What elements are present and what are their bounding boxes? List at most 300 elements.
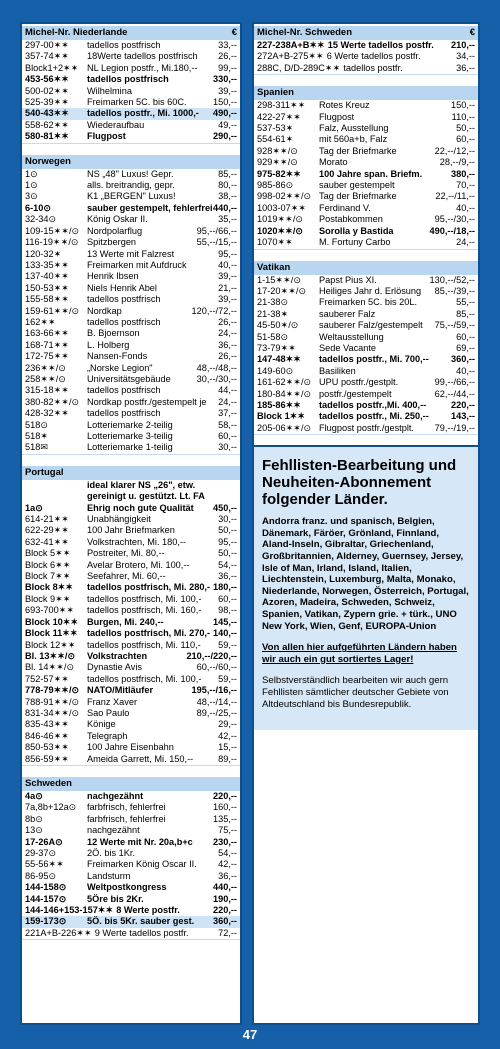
item-description: 100 Jahre Eisenbahn [87, 742, 174, 753]
section-vatikan [254, 261, 478, 436]
item-price: 99,-- [218, 62, 237, 73]
listing-row [22, 617, 240, 628]
item-price: 55,-- [456, 297, 475, 308]
info-countries: Andorra franz. und spanisch, Belgien, Dänemark, Färöer, Grönland, Finnland, Aland-Inseln, Gibraltar, Griechenland, Großbritannien, Alderney, Guernsey, Jersey, Isle of Man, Irland, Island, Italien, Liechtenstein, Luxemburg, Malta, Monako, Niederlande, Norwegen, Österreich, Portugal, Azoren, Madeira, Schweden, Schweiz, Spanien, Vatikan, Zypern grie. + türk., UNO New York, Wien, Genf, EUROPA-Union [262, 516, 469, 632]
listing-row [22, 283, 240, 294]
item-price: 40,-- [218, 259, 237, 270]
item-price: 75,--/59,-- [434, 320, 475, 331]
item-description: tadellos postfr., Mi. 250,-- [319, 411, 429, 422]
item-description: Sorolla y Bastida [319, 225, 394, 236]
item-description: 5Öre bis 2Kr. [87, 893, 144, 904]
listing-row [22, 928, 240, 939]
item-description: Postreiter, Mi. 80,-- [87, 548, 165, 559]
listing-row [22, 260, 240, 271]
item-number: Block 6✶✶ [25, 559, 71, 570]
item-price: 24,-- [218, 396, 237, 407]
item-description: tadellos postfrisch, Mi. 100,- [87, 673, 202, 684]
listing-row [22, 802, 240, 813]
listing-row [22, 131, 240, 142]
item-number: Block 8✶✶ [25, 582, 74, 593]
item-description: alls. breitrandig, gepr. [87, 180, 175, 191]
item-number: 133-35✶✶ [25, 259, 70, 270]
item-price: 30,-- [218, 442, 237, 453]
item-description: tadellos postfrisch, Mi. 270,- [87, 628, 211, 639]
section-header [22, 26, 240, 40]
item-description: tadellos postfr. [343, 62, 403, 73]
item-price: 99,--/66,-- [434, 377, 475, 388]
item-price: 39,-- [218, 294, 237, 305]
item-price: 440,-- [212, 882, 237, 893]
item-price: 21,-- [218, 282, 237, 293]
section-gap [22, 144, 240, 153]
listing-row [254, 400, 478, 411]
left-column [20, 22, 242, 1025]
item-number: 32-34⊙ [25, 214, 57, 225]
item-price: 70,-- [456, 180, 475, 191]
item-price: 360,-- [450, 354, 475, 365]
item-price: 55,--/15,-- [196, 237, 237, 248]
item-price: 85,-- [218, 168, 237, 179]
item-description: Tag der Briefmarke [319, 191, 397, 202]
listing-row [22, 685, 240, 696]
item-price: 135,-- [212, 813, 237, 824]
item-number: 162✶✶ [25, 316, 56, 327]
item-description: Flugpost [319, 111, 355, 122]
listing-row [254, 214, 478, 225]
item-description: Weltausstellung [319, 331, 384, 342]
item-number: 144-146+153-157✶✶ [25, 905, 114, 916]
section-header [254, 261, 478, 275]
item-number: 149-60⊙ [257, 365, 294, 376]
item-description: Freimarken mit Aufdruck [87, 259, 187, 270]
item-number: 453-56✶✶ [25, 74, 70, 85]
item-number: Block 1✶✶ [257, 411, 306, 422]
item-description: Niels Henrik Abel [87, 282, 157, 293]
item-price: 54,-- [218, 848, 237, 858]
item-description: farbfrisch, fehlerfrei [87, 813, 166, 824]
currency-label: € [231, 27, 237, 38]
item-price: 450,-- [212, 502, 237, 513]
item-price: 440,-- [212, 202, 237, 213]
listing-row [22, 51, 240, 62]
item-description: 13 Werte mit Falzrest [87, 248, 175, 259]
item-number: 856-59✶✶ [25, 753, 70, 764]
listing-row [22, 306, 240, 317]
item-number: 185-86✶✶ [257, 399, 302, 410]
item-price: 490,--/18,-- [429, 225, 475, 236]
item-number: 788-91✶✶/⊙ [25, 696, 80, 707]
listing-row [254, 123, 478, 134]
item-number: 55-56✶✶ [25, 859, 64, 870]
item-number: 518⊙ [25, 419, 49, 430]
item-description: nachgezähnt [87, 825, 140, 836]
item-number: 422-27✶✶ [257, 111, 302, 122]
item-description: Lotteriemarke 2-teilig [87, 419, 173, 430]
item-number: 8b⊙ [25, 813, 43, 824]
item-description: Nordkap [87, 305, 122, 316]
item-number: 580-81✶✶ [25, 131, 70, 142]
item-description: Nansen-Fonds [87, 351, 148, 362]
item-description: tadellos postfrisch [87, 40, 161, 50]
listing-row [254, 180, 478, 191]
info-box [254, 445, 478, 730]
listing-row [22, 374, 240, 385]
listing-row [22, 708, 240, 719]
item-description: Volkstrachten, Mi. 180,-- [87, 536, 187, 547]
listing-row [254, 191, 478, 202]
item-description: NATO/Mitläufer [87, 685, 154, 696]
item-price: 42,-- [218, 859, 237, 870]
item-description: Flugpost postfr./gestplt. [319, 422, 414, 433]
item-price: 380,-- [450, 168, 475, 179]
item-description: nachgezähnt [87, 790, 144, 801]
item-price: 50,-- [456, 123, 475, 134]
section-title: Norwegen [25, 155, 71, 167]
listing-row [22, 825, 240, 836]
item-number: 3⊙ [25, 191, 38, 202]
item-description: Wilhelmina [87, 85, 132, 96]
listing-row [22, 420, 240, 431]
item-number: 120-32✶ [25, 248, 62, 259]
item-price: 290,-- [212, 131, 237, 142]
item-description: 9 Werte tadellos postfr. [94, 927, 189, 938]
item-price: 150,-- [212, 97, 237, 108]
listing-row [22, 214, 240, 225]
item-description: sauberer Falz/gestempelt [319, 320, 423, 331]
item-price: 95,-- [218, 536, 237, 547]
item-description: tadellos postfrisch [87, 294, 161, 305]
item-price: 180,-- [212, 582, 237, 593]
listing-row [254, 343, 478, 354]
item-price: 34,-- [456, 51, 475, 62]
item-number: 315-18✶✶ [25, 385, 70, 396]
item-number: 500-02✶✶ [25, 85, 70, 96]
item-price: 60,-- [218, 593, 237, 604]
section-spanien [254, 86, 478, 249]
item-description: 5Ö. bis 5Kr. sauber gest. [87, 916, 195, 927]
item-number: 975-82✶✶ [257, 168, 302, 179]
item-number: 13⊙ [25, 825, 43, 836]
item-price: 39,-- [218, 271, 237, 282]
listing-row [254, 40, 478, 51]
listing-row [22, 742, 240, 753]
listing-row [22, 905, 240, 916]
listing-row [254, 297, 478, 308]
item-price: 36,-- [218, 571, 237, 582]
listing-row [22, 86, 240, 97]
listing-row [22, 894, 240, 905]
item-number: 161-62✶✶/⊙ [257, 377, 312, 388]
item-number: 850-53✶✶ [25, 742, 70, 753]
listing-row [22, 537, 240, 548]
item-number: 297-00✶✶ [25, 40, 70, 50]
item-number: 846-46✶✶ [25, 730, 70, 741]
listing-row [22, 108, 240, 119]
item-description: Lotteriemarke 3-teilig [87, 431, 173, 441]
item-number: 928✶✶/⊙ [257, 145, 298, 156]
item-description: Könige [87, 719, 116, 730]
item-number: 51-58⊙ [257, 331, 289, 342]
item-description: tadellos postfrisch [87, 74, 169, 85]
item-price: 330,-- [212, 74, 237, 85]
section-header [22, 777, 240, 791]
listing-row [254, 332, 478, 343]
listing-row [22, 674, 240, 685]
listing-row [22, 63, 240, 74]
item-number: 17-20✶✶/⊙ [257, 285, 307, 296]
item-price: 190,-- [212, 893, 237, 904]
listing-row [22, 294, 240, 305]
item-price: 35,-- [218, 214, 237, 225]
listing-row [22, 249, 240, 260]
item-description: 6 Werte tadellos postfr. [326, 51, 421, 62]
item-number: 168-71✶✶ [25, 339, 70, 350]
item-number: 1020✶✶/⊙ [257, 225, 304, 236]
listing-row [22, 97, 240, 108]
listing-row [22, 226, 240, 237]
item-number: 272A+B-275✶✶ [257, 51, 324, 62]
listing-row [22, 191, 240, 202]
listing-row [254, 389, 478, 400]
item-number: 163-66✶✶ [25, 328, 70, 339]
item-description: tadellos postfrisch, Mi. 280,- [87, 582, 211, 593]
item-number: 1⊙ [25, 168, 38, 179]
item-price: 24,-- [456, 237, 475, 248]
item-price: 40,-- [456, 365, 475, 376]
item-price: 30,--/30,-- [196, 373, 237, 384]
item-price: 85,--/39,-- [434, 285, 475, 296]
item-number: 144-158⊙ [25, 882, 67, 893]
item-price: 95,--/30,-- [434, 214, 475, 225]
item-number: 540-43✶✶ [25, 108, 70, 119]
info-footer: Selbstverständlich bearbeiten wir auch gern Fehllisten sämtlicher deutscher Gebiete von Altdeutschland bis Bundesrepublik. [262, 675, 449, 710]
item-description: sauberer Falz [319, 308, 376, 319]
item-description: tadellos postfrisch, Mi. 160,- [87, 605, 202, 616]
listing-row [22, 582, 240, 593]
item-description: UPU postfr./gestplt. [319, 377, 399, 388]
item-price: 62,--/44,-- [434, 388, 475, 399]
item-price: 60,-- [218, 431, 237, 441]
item-price: 143,-- [450, 411, 475, 422]
section-title: Vatikan [257, 261, 291, 273]
item-price: 60,-- [456, 331, 475, 342]
item-price: 36,-- [456, 62, 475, 73]
page-number: 47 [242, 1027, 258, 1042]
item-price: 95,--/66,-- [196, 225, 237, 236]
listing-row [22, 882, 240, 893]
item-price: 36,-- [218, 339, 237, 350]
listing-row [22, 814, 240, 825]
listing-row [22, 628, 240, 639]
item-price: 33,-- [218, 40, 237, 50]
item-description: L. Holberg [87, 339, 130, 350]
item-number: 357-74✶✶ [25, 51, 70, 62]
item-price: 50,-- [218, 548, 237, 559]
item-price: 120,--/72,-- [191, 305, 237, 316]
listing-row [22, 237, 240, 248]
item-number: 155-58✶✶ [25, 294, 70, 305]
listing-row [254, 112, 478, 123]
listing-row [254, 286, 478, 297]
item-price: 50,-- [218, 525, 237, 536]
item-price: 89,-- [218, 753, 237, 764]
item-number: 150-53✶✶ [25, 282, 70, 293]
item-price: 26,-- [218, 351, 237, 362]
item-price: 220,-- [450, 399, 475, 410]
item-number: 622-29✶✶ [25, 525, 70, 536]
item-price: 60,--/60,-- [196, 662, 237, 673]
item-price: 28,--/9,-- [439, 157, 475, 168]
item-number: 929✶✶/⊙ [257, 157, 298, 168]
item-number: 518✉ [25, 442, 49, 453]
section-norwegen [22, 155, 240, 455]
listing-row [22, 317, 240, 328]
item-number: 1070✶✶ [257, 237, 293, 248]
item-description: Wiederaufbau [87, 119, 145, 130]
item-description: 12 Werte mit Nr. 20a,b+c [87, 836, 193, 847]
item-number: Block 5✶✶ [25, 548, 71, 559]
item-price: 26,-- [218, 316, 237, 327]
item-description: sauber gestempelt, fehlerfrei [87, 202, 213, 213]
listing-row [22, 560, 240, 571]
item-price: 58,-- [218, 419, 237, 430]
item-number: Block 12✶✶ [25, 639, 76, 650]
section-michel-nr-niederlande [22, 26, 240, 144]
listing-row [254, 366, 478, 377]
item-number: 137-40✶✶ [25, 271, 70, 282]
item-number: Block 10✶✶ [25, 616, 79, 627]
item-price: 80,-- [218, 180, 237, 191]
item-description: postfr./gestempelt [319, 388, 392, 399]
item-price: 15,-- [218, 742, 237, 753]
item-number: 6-10⊙ [25, 202, 52, 213]
listing-row [22, 859, 240, 870]
item-price: 75,-- [218, 825, 237, 836]
item-price: 110,-- [451, 111, 475, 122]
item-number: 558-62✶✶ [25, 119, 70, 130]
listing-row [22, 120, 240, 131]
item-description: Heiliges Jahr d. Erlösung [319, 285, 422, 296]
item-description: tadellos postfr., Mi. 700,-- [319, 354, 429, 365]
listing-row [22, 442, 240, 453]
item-number: 380-82✶✶/⊙ [25, 396, 80, 407]
listing-row [22, 754, 240, 765]
listing-row [254, 411, 478, 422]
item-description: tadellos postfr.,Mi. 400,-- [319, 399, 427, 410]
item-number: 1a⊙ [25, 502, 43, 513]
item-price: 69,-- [456, 342, 475, 353]
item-price: 59,-- [218, 673, 237, 684]
listing-row [254, 377, 478, 388]
listing-row [254, 320, 478, 331]
item-number: Block 11✶✶ [25, 628, 78, 639]
item-description: Tag der Briefmarke [319, 145, 397, 156]
item-description: ideal klarer NS „26", etw. gereinigt u. gestützt. Lt. FA Ehrig noch gute Qualität [87, 479, 205, 513]
item-description: tadellos postfrisch, Mi. 100,- [87, 593, 202, 604]
listing-row [254, 237, 478, 248]
item-number: 518✶ [25, 431, 49, 441]
item-number: 144-157⊙ [25, 893, 67, 904]
listing-row [254, 169, 478, 180]
item-price: 37,-- [218, 408, 237, 419]
item-price: 140,-- [212, 628, 237, 639]
item-number: 1⊙ [25, 180, 38, 191]
item-price: 220,-- [212, 790, 237, 801]
item-description: Ameida Garrett, Mi. 150,-- [87, 753, 194, 764]
item-description: Volkstrachten [87, 650, 148, 661]
listing-row [254, 203, 478, 214]
item-price: 60,-- [456, 134, 475, 145]
section-title: Schweden [25, 777, 72, 789]
item-number: 428-32✶✶ [25, 408, 70, 419]
item-number: 4a⊙ [25, 790, 43, 801]
item-number: 17-26A⊙ [25, 836, 63, 847]
item-price: 195,--/16,-- [191, 685, 237, 696]
item-price: 89,--/25,-- [196, 707, 237, 718]
listing-row [254, 134, 478, 145]
item-number: 1003-07✶✶ [257, 202, 307, 213]
item-number: Bl. 13✶✶/⊙ [25, 650, 76, 661]
listing-row [22, 431, 240, 442]
listing-row [22, 651, 240, 662]
item-number: Bl. 14✶✶/⊙ [25, 662, 75, 673]
item-number: 116-19✶✶/⊙ [25, 237, 79, 248]
item-price: 490,-- [212, 108, 237, 119]
item-number: 159-173⊙ [25, 916, 67, 927]
item-price: 230,-- [212, 836, 237, 847]
listing-row [22, 180, 240, 191]
item-number: 73-79✶✶ [257, 342, 296, 353]
item-description: 100 Jahre span. Briefm. [319, 168, 423, 179]
listing-row [254, 309, 478, 320]
item-number: Block 9✶✶ [25, 593, 71, 604]
listing-row [22, 397, 240, 408]
item-description: tadellos postfrisch [87, 316, 161, 327]
item-description: Weltpostkongress [87, 882, 167, 893]
listing-row [22, 363, 240, 374]
section-header [22, 155, 240, 169]
item-description: Postabkommen [319, 214, 383, 225]
listing-row [254, 51, 478, 62]
item-number: 159-61✶✶/⊙ [25, 305, 80, 316]
item-description: Universitätsgebäude [87, 373, 171, 384]
item-description: Unabhängigkeit [87, 514, 151, 525]
info-heading: Fehllisten-Bearbeitung und Neuheiten-Abonnement folgender Länder. [262, 457, 457, 509]
listing-row [254, 63, 478, 74]
item-description: Ferdinand V. [319, 202, 371, 213]
section-header [22, 466, 240, 480]
item-price: 72,-- [218, 927, 237, 938]
item-price: 95,-- [218, 248, 237, 259]
item-description: Lotteriemarke 1-teilig [87, 442, 173, 453]
item-description: Telegraph [87, 730, 128, 741]
listing-row [22, 571, 240, 582]
listing-row [254, 226, 478, 237]
listing-row [22, 525, 240, 536]
item-price: 22,--/12,-- [434, 145, 475, 156]
listing-row [254, 423, 478, 434]
item-description: Rotes Kreuz [319, 100, 370, 111]
item-price: 30,-- [218, 514, 237, 525]
item-description: tadellos postfrisch, Mi. 110,- [87, 639, 201, 650]
listing-row [22, 594, 240, 605]
item-number: 831-34✶✶/⊙ [25, 707, 80, 718]
item-description: M. Fortuny Carbo [319, 237, 391, 248]
item-price: 38,-- [218, 191, 237, 202]
item-price: 98,-- [218, 605, 237, 616]
item-number: 172-75✶✶ [25, 351, 70, 362]
item-number: 258✶✶/⊙ [25, 373, 66, 384]
